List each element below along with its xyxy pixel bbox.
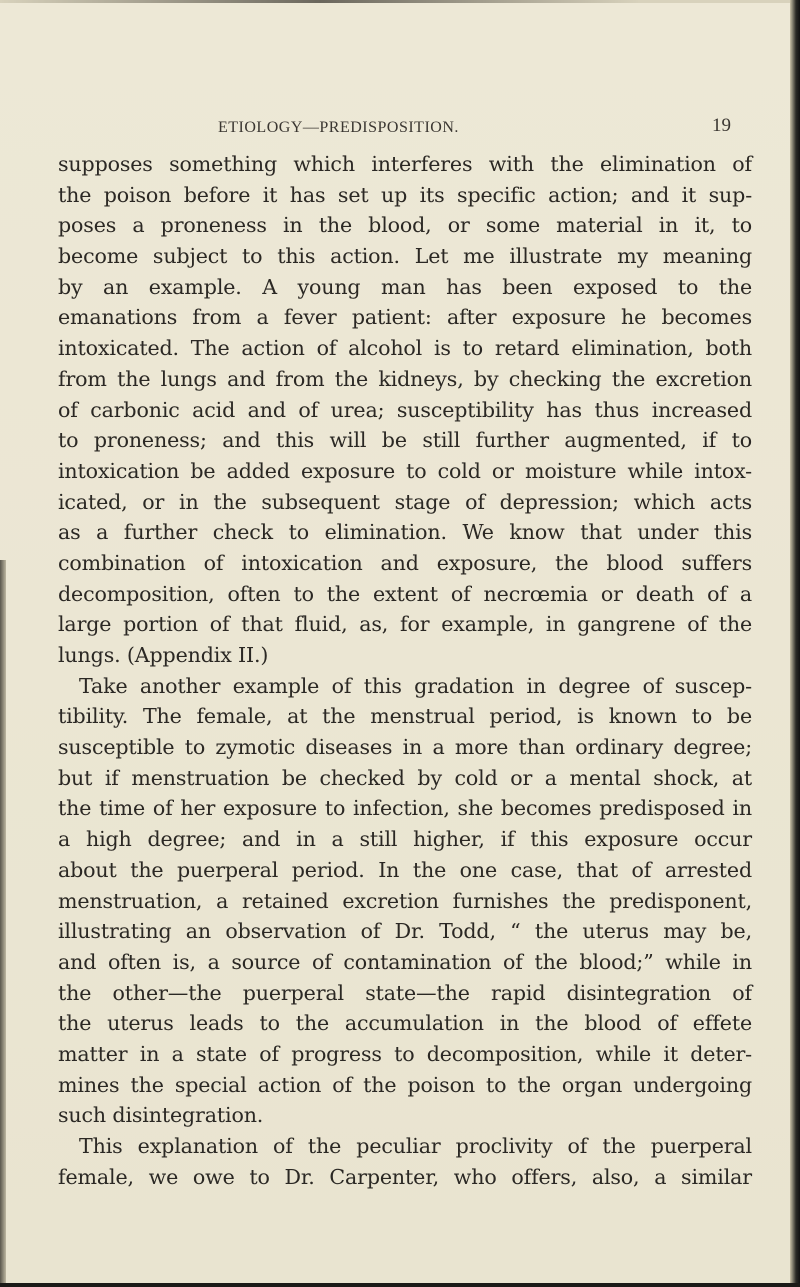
text-line: to proneness; and this will be still further augmented, if to <box>58 428 752 453</box>
text-line: intoxication be added exposure to cold or moisture while intox- <box>58 458 752 483</box>
text-line: large portion of that fluid, as, for example, in gangrene of the <box>58 612 752 637</box>
text-line: lungs. (Appendix II.) <box>58 643 269 667</box>
text-line: become subject to this action. Let me illustrate my meaning <box>58 244 752 269</box>
text-line: Take another example of this gradation in degree of suscep- <box>79 673 752 698</box>
text-line: of carbonic acid and of urea; susceptibility has thus increased <box>58 397 752 422</box>
text-line: supposes something which interferes with the elimination of <box>58 152 752 176</box>
text-line: such disintegration. <box>58 1103 264 1128</box>
text-line: as a further check to elimination. We know that under this <box>58 520 752 545</box>
text-line: menstruation, a retained excretion furnishes the predisponent, <box>58 888 752 913</box>
text-line: susceptible to zymotic diseases in a more than ordinary degree; <box>58 735 752 760</box>
text-line: about the puerperal period. In the one case, that of arrested <box>58 857 752 882</box>
page-header <box>0 113 800 143</box>
text-line: from the lungs and from the kidneys, by checking the excretion <box>58 366 752 391</box>
text-line: a high degree; and in a still higher, if this exposure occur <box>58 827 752 852</box>
text-line: icated, or in the subsequent stage of depression; which acts <box>58 489 752 514</box>
text-line: intoxicated. The action of alcohol is to retard elimination, both <box>58 336 752 361</box>
text-line: the time of her exposure to infection, she becomes predisposed in <box>58 796 752 821</box>
page-number: 19 <box>712 115 731 136</box>
text-line: the poison before it has set up its specific action; and it sup- <box>58 182 752 207</box>
text-line: illustrating an observation of Dr. Todd, “ the uterus may be, <box>58 919 752 944</box>
binding-shadow <box>0 560 6 1287</box>
text-line: decomposition, often to the extent of necrœmia or death of a <box>58 581 752 606</box>
page-right-edge <box>790 0 800 1287</box>
text-line: but if menstruation be checked by cold or a mental shock, at <box>58 765 752 790</box>
running-head: ETIOLOGY—PREDISPOSITION. <box>218 119 459 136</box>
text-line: and often is, a source of contamination of the blood;” while in <box>58 949 752 974</box>
text-line: emanations from a fever patient: after exposure he becomes <box>58 305 752 330</box>
text-line: matter in a state of progress to decomposition, while it deter- <box>58 1041 752 1066</box>
text-line: the uterus leads to the accumulation in the blood of effete <box>58 1011 752 1036</box>
text-line: by an example. A young man has been exposed to the <box>58 274 752 299</box>
text-line: the other—the puerperal state—the rapid disintegration of <box>58 980 752 1005</box>
text-line: This explanation of the peculiar proclivity of the puerperal <box>79 1134 752 1158</box>
body-text <box>58 149 752 1192</box>
text-line: mines the special action of the poison to the organ undergoing <box>58 1072 752 1097</box>
text-line: tibility. The female, at the menstrual period, is known to be <box>58 704 752 729</box>
page-bottom-edge <box>0 1283 800 1287</box>
text-line: poses a proneness in the blood, or some material in it, to <box>58 213 752 238</box>
text-line: combination of intoxication and exposure, the blood suffers <box>58 550 752 575</box>
text-line: female, we owe to Dr. Carpenter, who offers, also, a similar <box>58 1164 752 1189</box>
page-top-edge <box>0 0 800 3</box>
